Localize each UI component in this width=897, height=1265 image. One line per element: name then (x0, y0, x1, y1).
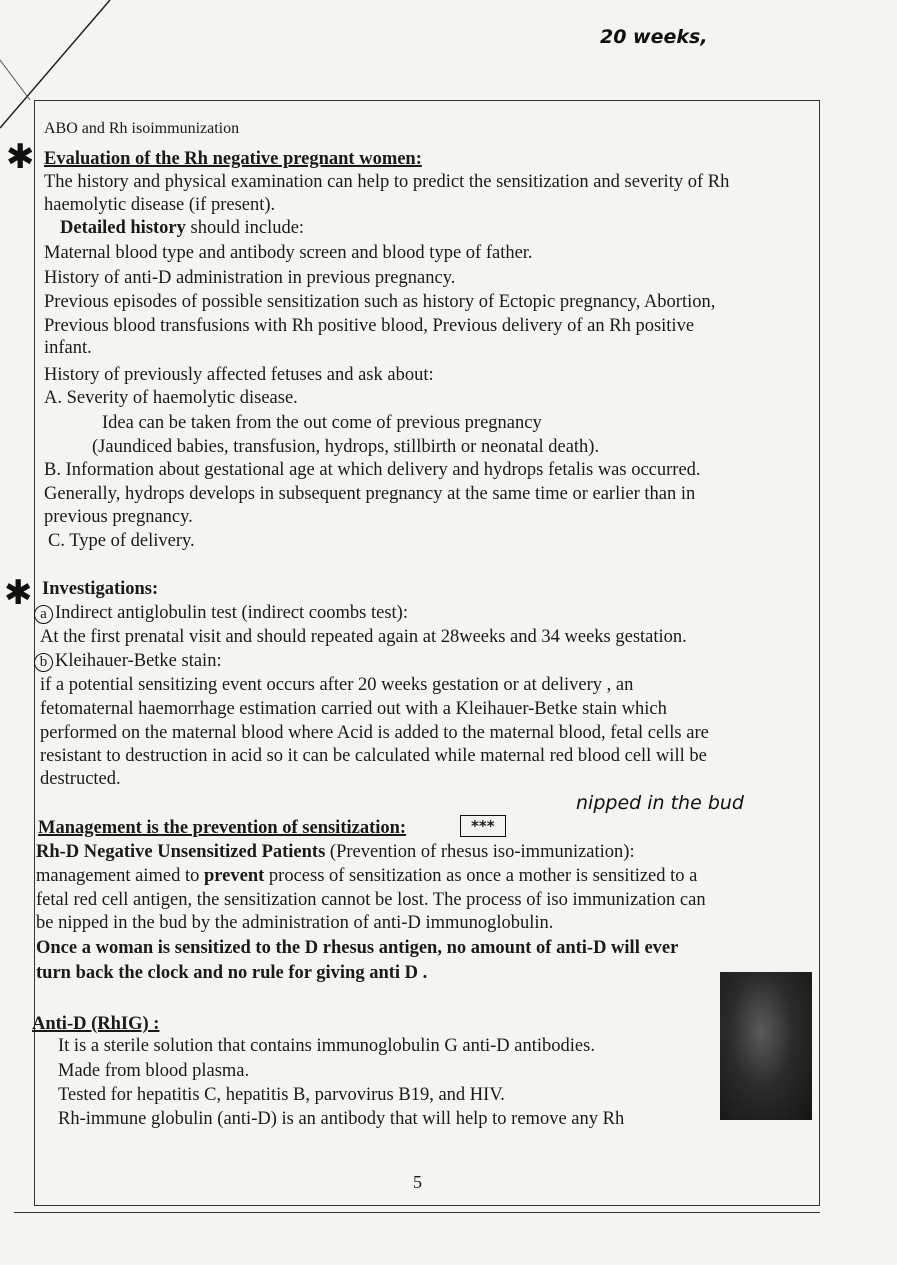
evaluation-heading: Evaluation of the Rh negative pregnant women: (44, 149, 422, 169)
management-text: management aimed to (36, 866, 204, 886)
management-bold-2: turn back the clock and no rule for giving anti D . (36, 963, 428, 983)
investigation-b-label (34, 650, 222, 672)
handwritten-margin-note: nipped in the bud (576, 792, 744, 814)
investigation-b-text: if a potential sensitizing event occurs after 20 weeks gestation or at delivery , an (40, 675, 634, 695)
management-subheading (36, 841, 635, 863)
management-line-1 (36, 865, 697, 887)
evaluation-intro-line-1: The history and physical examination can help to predict the sensitization and severity of Rh (44, 172, 730, 192)
history-item: Maternal blood type and antibody screen and blood type of father. (44, 243, 533, 263)
management-text: process of sensitization as once a mother is sensitized to a (264, 866, 698, 886)
subheading-rest: (Prevention of rhesus iso-immunization): (325, 842, 635, 862)
info-line-2: Generally, hydrops develops in subsequent pregnancy at the same time or earlier than in (44, 484, 696, 504)
anti-d-line: Made from blood plasma. (58, 1061, 250, 1081)
anti-d-line: Tested for hepatitis C, hepatitis B, parvovirus B19, and HIV. (58, 1085, 505, 1105)
bottom-rule (14, 1212, 820, 1213)
history-item: History of anti-D administration in previous pregnancy. (44, 268, 456, 288)
history-item: infant. (44, 338, 92, 358)
history-item: A. Severity of haemolytic disease. (44, 388, 298, 408)
investigation-a-text: At the first prenatal visit and should repeated again at 28weeks and 34 weeks gestation. (40, 627, 687, 647)
investigation-b-text: fetomaternal haemorrhage estimation carried out with a Kleihauer-Betke stain which (40, 699, 667, 719)
investigation-b-title: Kleihauer-Betke stain: (55, 651, 222, 671)
detailed-history-line (60, 217, 304, 239)
info-line-1: B. Information about gestational age at which delivery and hydrops fetalis was occurred. (44, 460, 701, 480)
management-line-2: fetal red cell antigen, the sensitization cannot be lost. The process of iso immunization can (36, 890, 706, 910)
management-heading: Management is the prevention of sensitization: (38, 818, 407, 838)
investigation-b-text: destructed. (40, 769, 121, 789)
anti-d-heading: Anti-D (RhIG) : (32, 1014, 160, 1034)
investigation-a-label (34, 602, 408, 624)
management-bold-1: Once a woman is sensitized to the D rhesus antigen, no amount of anti-D will ever (36, 938, 679, 958)
anti-d-line: It is a sterile solution that contains immunoglobulin G anti-D antibodies. (58, 1036, 595, 1056)
subheading-bold: Rh-D Negative Unsensitized Patients (36, 842, 326, 862)
history-item: History of previously affected fetuses and ask about: (44, 365, 434, 385)
item-marker-b: b (34, 653, 53, 672)
investigation-b-text: performed on the maternal blood where Acid is added to the maternal blood, fetal cells are (40, 723, 709, 743)
embedded-photo (720, 972, 812, 1120)
item-marker-a: a (34, 605, 53, 624)
asterisk-icon: ✱ (4, 573, 33, 613)
history-item: Previous episodes of possible sensitization such as history of Ectopic pregnancy, Abortion, (44, 292, 716, 312)
handwritten-box-note: *** (460, 815, 506, 837)
prevent-word: prevent (203, 866, 265, 886)
investigation-b-text: resistant to destruction in acid so it can be calculated while maternal red blood cell will be (40, 746, 707, 766)
detailed-history-rest: should include: (185, 218, 305, 238)
idea-line-1: Idea can be taken from the out come of previous pregnancy (102, 413, 542, 433)
history-item: Previous blood transfusions with Rh positive blood, Previous delivery of an Rh positive (44, 316, 695, 336)
delivery-type: C. Type of delivery. (48, 531, 195, 551)
handwritten-top-note: 20 weeks, (600, 26, 708, 48)
detailed-history-label: Detailed history (60, 218, 186, 238)
anti-d-line: Rh-immune globulin (anti-D) is an antibody that will help to remove any Rh (58, 1109, 625, 1129)
management-line-3: be nipped in the bud by the administration of anti-D immunoglobulin. (36, 913, 554, 933)
document-header: ABO and Rh isoimmunization (44, 120, 240, 137)
investigations-heading: Investigations: (42, 579, 159, 599)
investigation-a-title: Indirect antiglobulin test (indirect coombs test): (55, 603, 408, 623)
evaluation-intro-line-2: haemolytic disease (if present). (44, 195, 276, 215)
idea-line-2: (Jaundiced babies, transfusion, hydrops, stillbirth or neonatal death). (92, 437, 600, 457)
page-number: 5 (413, 1172, 422, 1192)
asterisk-icon: ✱ (6, 137, 35, 177)
info-line-3: previous pregnancy. (44, 507, 193, 527)
